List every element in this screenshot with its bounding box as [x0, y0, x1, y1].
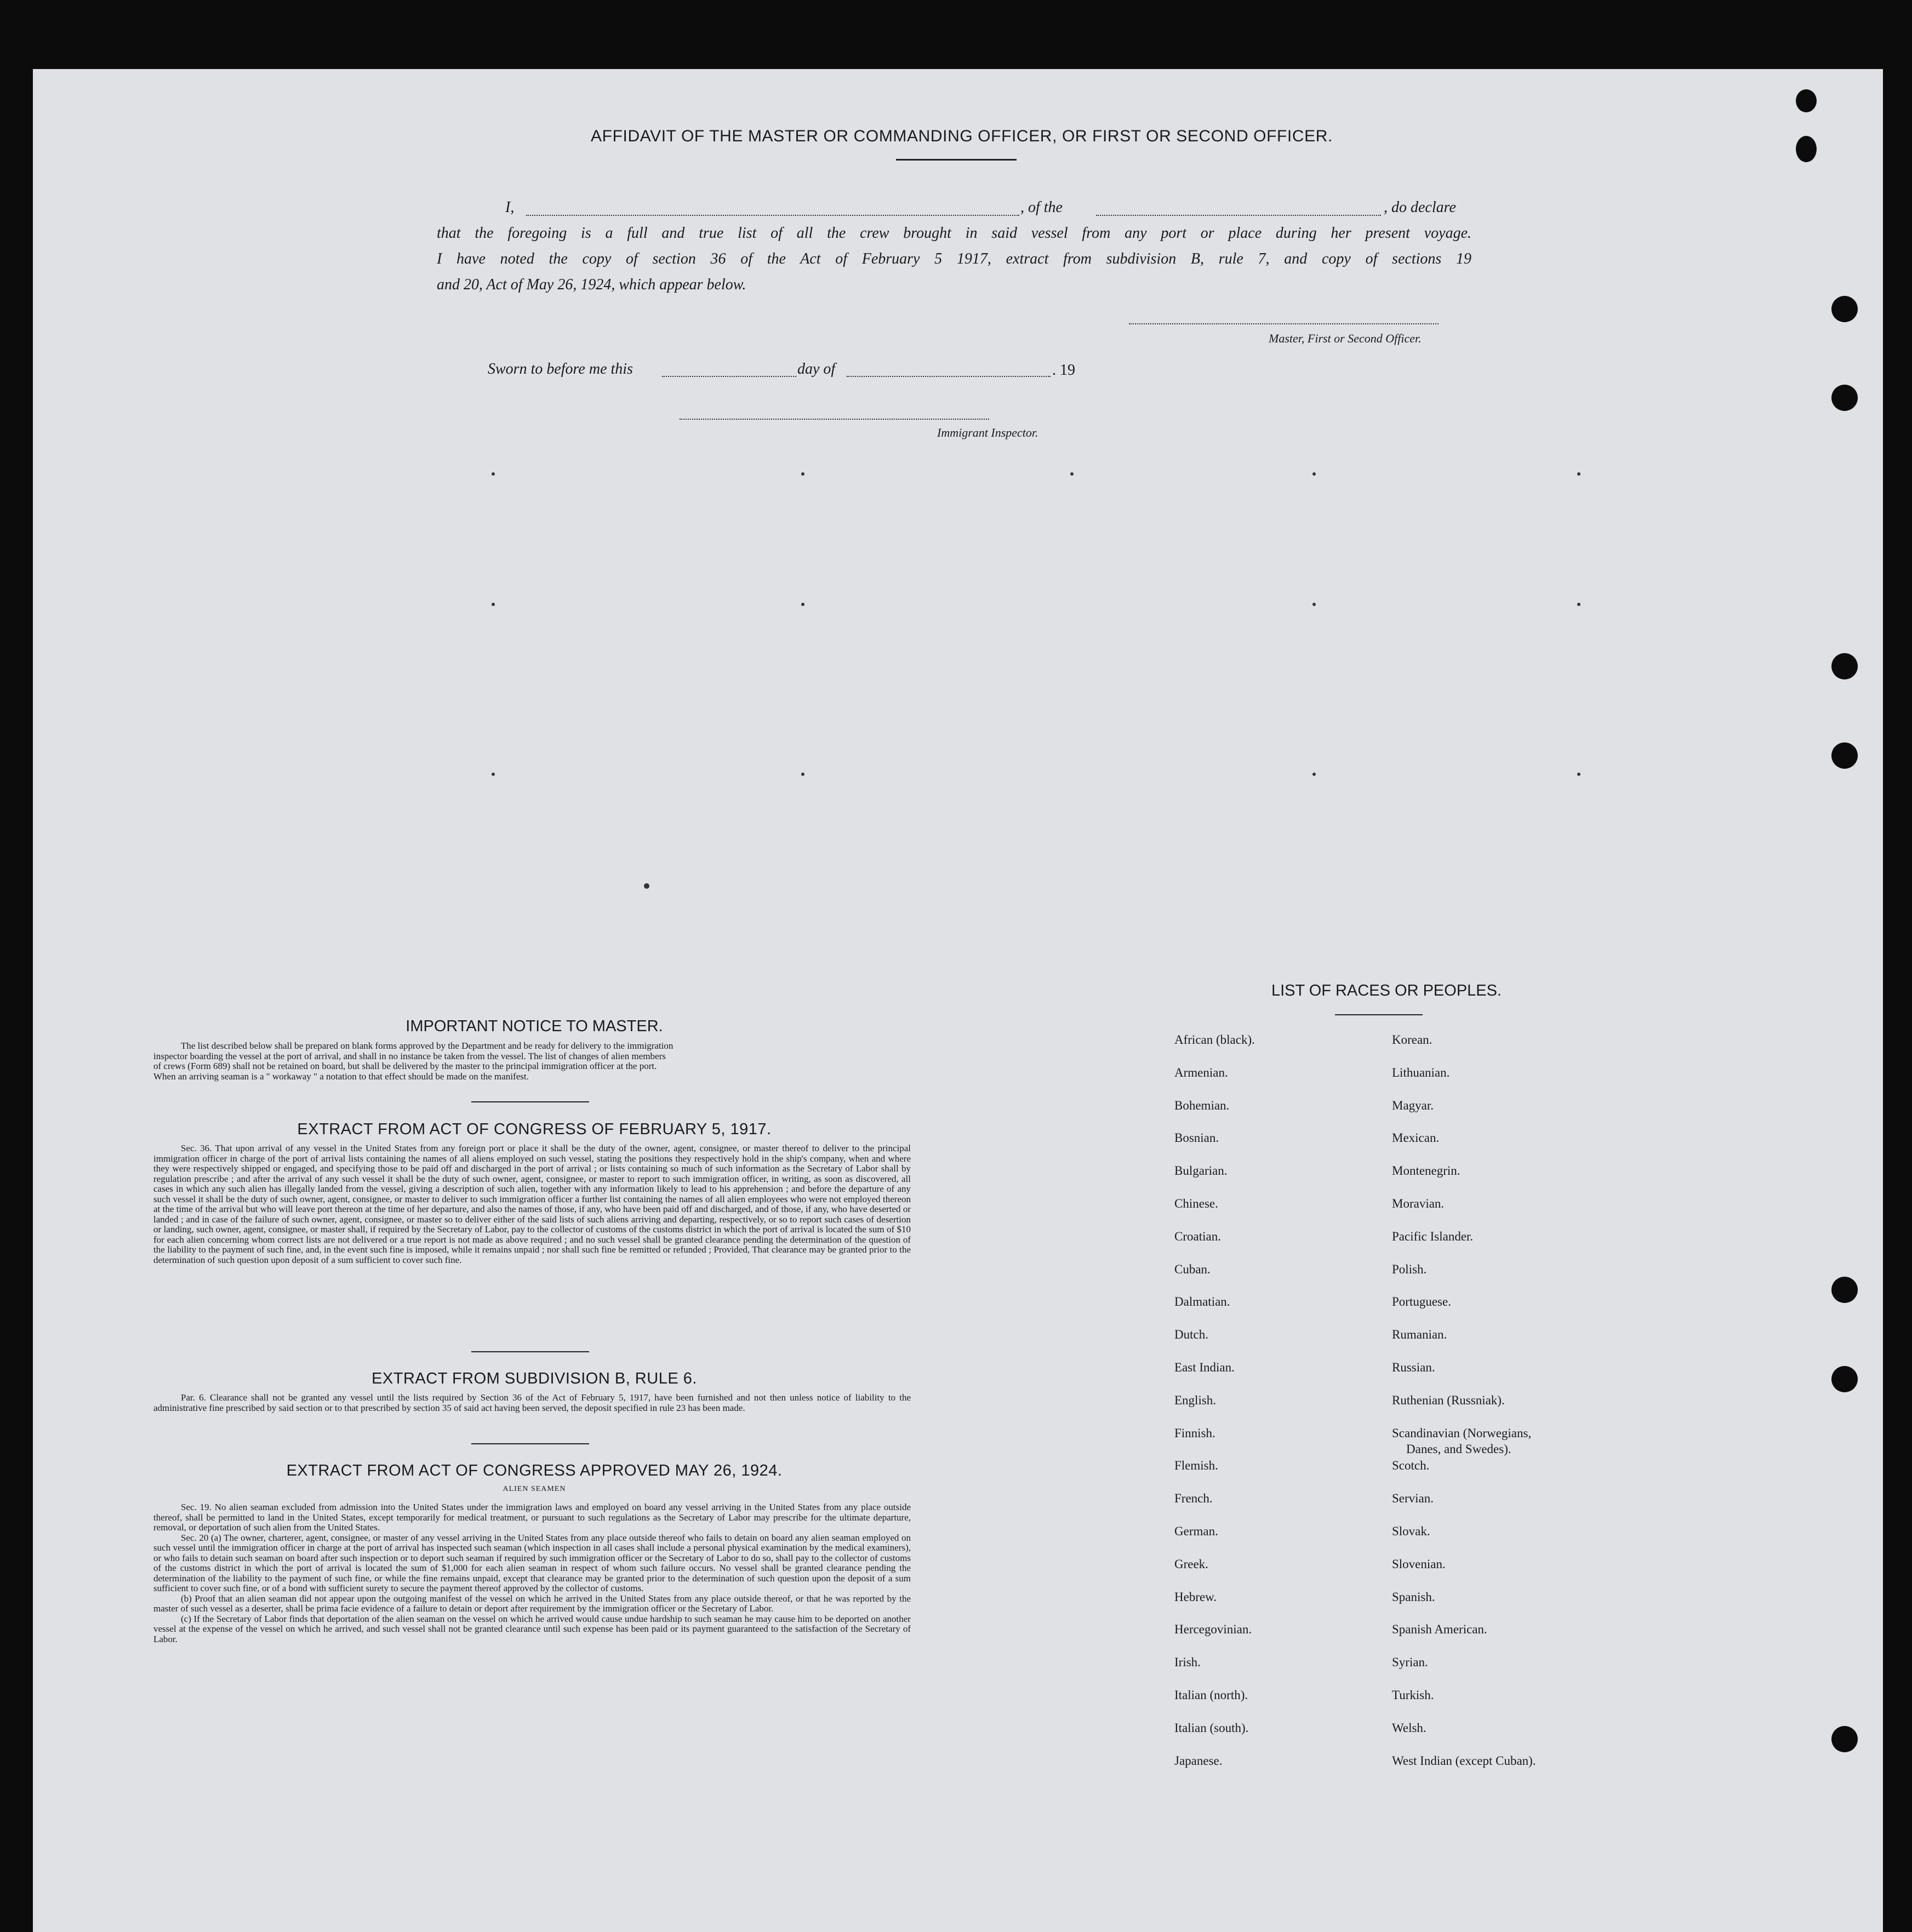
race-entry: Portuguese. — [1392, 1295, 1451, 1309]
grid-dot — [644, 883, 649, 889]
race-entry: Dalmatian. — [1174, 1295, 1230, 1309]
grid-dot — [492, 472, 495, 476]
notice-line: of crews (Form 689) shall not be retained on board, but shall be delivered by the master to the principal immigration officer at the port. — [153, 1061, 657, 1071]
binder-hole — [1831, 385, 1858, 411]
grid-dot — [1312, 773, 1316, 776]
race-entry: Bohemian. — [1174, 1098, 1230, 1112]
alien-seamen-subtitle: ALIEN SEAMEN — [503, 1485, 566, 1493]
races-underline — [1335, 1014, 1423, 1015]
race-entry: Croatian. — [1174, 1229, 1221, 1243]
race-entry: Ruthenian (Russniak). — [1392, 1393, 1505, 1407]
race-entry: West Indian (except Cuban). — [1392, 1753, 1536, 1768]
master-signature-field[interactable] — [1129, 323, 1439, 324]
notice-line: The list described below shall be prepared on blank forms approved by the Department and be ready for delivery to the immigration — [181, 1041, 674, 1051]
rule6-body: Par. 6. Clearance shall not be granted any vessel until the lists required by Section 36 of the Act of February 5, 1917, have been furnished and not then unless notice of liability to the administrative fine prescribed by said section or to that prescribed by section 35 of said act having been served, the deposit specified in rule 23 has been made. — [153, 1392, 911, 1413]
race-entry: East Indian. — [1174, 1361, 1235, 1374]
grid-dot — [492, 603, 495, 606]
binder-hole — [1796, 136, 1817, 162]
extract-1924-title: EXTRACT FROM ACT OF CONGRESS APPROVED MAY 26, 1924. — [286, 1462, 783, 1479]
inspector-label: Immigrant Inspector. — [937, 426, 1038, 439]
notice-title: IMPORTANT NOTICE TO MASTER. — [406, 1018, 663, 1035]
race-entry: Lithuanian. — [1392, 1065, 1450, 1079]
extract-1917-title: EXTRACT FROM ACT OF CONGRESS OF FEBRUARY 5, 1917. — [297, 1121, 772, 1138]
declaration-line-3: I have noted the copy of section 36 of the Act of February 5 1917, extract from subdivision B, rule 7, and copy of sections 19 — [437, 250, 1471, 267]
race-entry: French. — [1174, 1491, 1213, 1506]
section-divider — [471, 1351, 589, 1352]
race-entry: Pacific Islander. — [1392, 1229, 1474, 1243]
binder-hole — [1831, 1726, 1858, 1752]
binder-hole — [1831, 1366, 1858, 1392]
notice-line: inspector boarding the vessel at the port of arrival, and shall in no instance be taken from the vessel. The list of changes of alien members — [153, 1050, 666, 1061]
declarant-prefix: I, — [505, 199, 515, 216]
affidavit-title: AFFIDAVIT OF THE MASTER OR COMMANDING OFFICER, OR FIRST OR SECOND OFFICER. — [591, 127, 1333, 145]
sworn-dayof: day of — [797, 361, 836, 378]
race-entry: Slovak. — [1392, 1524, 1430, 1538]
races-title: LIST OF RACES OR PEOPLES. — [1271, 982, 1502, 999]
binder-hole — [1831, 742, 1858, 769]
race-entry: Bulgarian. — [1174, 1164, 1228, 1178]
inspector-signature-field[interactable] — [680, 419, 989, 420]
race-entry: Finnish. — [1174, 1426, 1215, 1440]
declaration-line-4: and 20, Act of May 26, 1924, which appear below. — [437, 276, 746, 293]
document-sheet — [33, 69, 1883, 1932]
race-entry: Slovenian. — [1392, 1557, 1446, 1571]
grid-dot — [1312, 603, 1316, 606]
race-entry: Rumanian. — [1392, 1328, 1447, 1342]
race-entry: Cuban. — [1174, 1262, 1211, 1276]
rule6-title: EXTRACT FROM SUBDIVISION B, RULE 6. — [372, 1370, 697, 1387]
race-entry: Russian. — [1392, 1361, 1435, 1374]
race-entry: Mexican. — [1392, 1131, 1440, 1145]
section-divider — [471, 1443, 589, 1444]
race-entry: English. — [1174, 1393, 1217, 1407]
section-divider — [471, 1101, 589, 1102]
extract-1924-body — [153, 1502, 911, 1644]
declaration-line-2: that the foregoing is a full and true list of all the crew brought in said vessel from any port or place during her present voyage. — [437, 225, 1471, 242]
sec-20c: (c) If the Secretary of Labor finds that deportation of the alien seaman on the vessel on which he arrived would cause undue hardship to such seaman he may cause him to be deported on another vessel at the expense of the vessel on which he arrived, and such vessel shall not be granted clearance until such expense has been paid or its payment guaranteed to the satisfaction of the Secretary of Labor. — [153, 1613, 911, 1644]
race-entry: Syrian. — [1392, 1655, 1428, 1670]
race-entry: Servian. — [1392, 1491, 1434, 1506]
grid-dot — [801, 472, 804, 476]
binder-hole — [1831, 653, 1858, 679]
race-entry: Flemish. — [1174, 1459, 1218, 1473]
race-entry: Hercegovinian. — [1174, 1622, 1252, 1637]
race-entry: Hebrew. — [1174, 1590, 1217, 1604]
race-entry: Irish. — [1174, 1655, 1201, 1670]
grid-dot — [1577, 773, 1580, 776]
grid-dot — [1577, 472, 1580, 476]
race-entry: Greek. — [1174, 1557, 1208, 1571]
vessel-name-field[interactable] — [1096, 215, 1381, 216]
race-entry: Montenegrin. — [1392, 1164, 1460, 1178]
race-entry: Armenian. — [1174, 1065, 1228, 1079]
vessel-prefix: , of the — [1020, 199, 1063, 216]
race-entry: German. — [1174, 1524, 1218, 1538]
sworn-prefix: Sworn to before me this — [488, 361, 633, 378]
race-entry: Spanish. — [1392, 1590, 1435, 1604]
sworn-month-field[interactable] — [847, 376, 1051, 377]
race-entry: Chinese. — [1174, 1197, 1218, 1210]
race-entry: Bosnian. — [1174, 1131, 1219, 1145]
race-entry: Italian (north). — [1174, 1688, 1248, 1702]
binder-hole — [1831, 1277, 1858, 1303]
race-entry: Moravian. — [1392, 1197, 1445, 1210]
grid-dot — [801, 773, 804, 776]
extract-1917-body: Sec. 36. That upon arrival of any vessel in the United States from any foreign port or place it shall be the duty of the owner, agent, consignee, or master thereof to deliver to the principal immigration officer in charge of the port of arrival lists containing the names of all aliens employed on such vessel, stating the positions they respectively hold in the ship's company, when and where they were respectively shipped or engaged, and specifying those to be paid off and discharged in the port of arrival ; or lists containing so much of such information as the Secretary of Labor shall by regulation prescribe ; and after the arrival of any such vessel it shall be the duty of such owner, agent, consignee, or master to report to such immigration officer, in writing, as soon as discovered, all cases in which any such alien has illegally landed from the vessel, giving a description of such alien, together with any information likely to lead to his apprehension ; and before the departure of any such vessel it shall be the duty of such owner, agent, consignee, or master to deliver to such immigration officer a further list containing the names of all alien employees who were not employed thereon at the time of the arrival but who will leave port thereon at the time of her departure, and also the names of those, if any, who have been paid off and discharged, and of those, if any, who have deserted or landed ; and in case of the failure of such owner, agent, consignee, or master so to deliver either of the said lists of such aliens arriving and departing, respectively, or so to report such cases of desertion or landing, such owner, agent, consignee, or master shall, if required by the Secretary of Labor, pay to the collector of customs of the customs district in which the port of arrival is located the sum of $10 for each alien concerning whom correct lists are not delivered or a true report is not made as above required ; and no such vessel shall be granted clearance pending the determination of the question of the liability to the payment of such fine, and, in the event such fine is imposed, while it remains unpaid ; nor shall such fine be remitted or refunded ; Provided, That clearance may be granted prior to the determination of such question upon deposit of a sum sufficient to cover such fine. — [153, 1143, 911, 1265]
race-entry: Scandinavian (Norwegians, — [1392, 1426, 1532, 1440]
race-entry: Turkish. — [1392, 1688, 1434, 1702]
sec-20b: (b) Proof that an alien seaman did not appear upon the outgoing manifest of the vessel on which he arrived in the United States from any place outside thereof, or that he was reported by the master of such vessel as a deserter, shall be prima facie evidence of a failure to detain or deport after requirement by the immigration officer or the Secretary of Labor. — [153, 1593, 911, 1614]
race-entry: African (black). — [1174, 1033, 1255, 1047]
sec-20a: Sec. 20 (a) The owner, charterer, agent, consignee, or master of any vessel arriving in the United States from any place outside thereof who fails to detain on board any alien seaman employed on such vessel until the immigration officer in charge at the port of arrival has inspected such seaman (which inspection in all cases shall include a personal physical examination by the medical examiners), or who fails to detain such seaman on board after such inspection or to deport such seaman if required by such immigration officer or the Secretary of Labor to do so, shall pay to the collector of customs of the customs district in which the port of arrival is located the sum of $1,000 for each alien seaman in respect of whom such failure occurs. No vessel shall be granted clearance pending the determination of the liability to the payment of such fine, or while the fine remains unpaid, except that clearance may be granted prior to the determination of such question upon the deposit of a sum sufficient to cover such fine, or of a bond with sufficient surety to secure the payment thereof approved by the collector of customs. — [153, 1532, 911, 1593]
sec-19: Sec. 19. No alien seaman excluded from admission into the United States under the immigration laws and employed on board any vessel arriving in the United States from any place outside thereof, shall be permitted to land in the United States, except temporarily for medical treatment, or pursuant to such regulations as the Secretary of Labor may prescribe for the ultimate departure, removal, or deportation of such alien from the United States. — [153, 1502, 911, 1533]
declare-text: , do declare — [1384, 199, 1456, 216]
binder-hole — [1796, 89, 1817, 112]
race-entry: Scotch. — [1392, 1459, 1430, 1473]
race-entry: Polish. — [1392, 1262, 1427, 1276]
race-entry: Korean. — [1392, 1033, 1432, 1047]
race-entry: Welsh. — [1392, 1720, 1426, 1735]
race-entry: Magyar. — [1392, 1098, 1434, 1112]
title-underline — [896, 159, 1017, 161]
grid-dot — [801, 603, 804, 606]
grid-dot — [1312, 472, 1316, 476]
notice-body — [153, 1041, 911, 1082]
sworn-year: . 19 — [1052, 362, 1075, 379]
grid-dot — [1070, 472, 1074, 476]
race-entry: Italian (south). — [1174, 1720, 1249, 1735]
race-entry: Spanish American. — [1392, 1622, 1487, 1637]
grid-dot — [1577, 603, 1580, 606]
binder-hole — [1831, 296, 1858, 322]
declarant-name-field[interactable] — [526, 215, 1019, 216]
race-entry: Japanese. — [1174, 1753, 1223, 1768]
master-label: Master, First or Second Officer. — [1269, 331, 1422, 345]
grid-dot — [492, 773, 495, 776]
notice-line: When an arriving seaman is a " workaway " a notation to that effect should be made on the manifest. — [153, 1071, 529, 1082]
race-entry: Dutch. — [1174, 1328, 1208, 1342]
race-entry: Danes, and Swedes). — [1406, 1442, 1511, 1456]
sworn-day-field[interactable] — [662, 376, 796, 377]
